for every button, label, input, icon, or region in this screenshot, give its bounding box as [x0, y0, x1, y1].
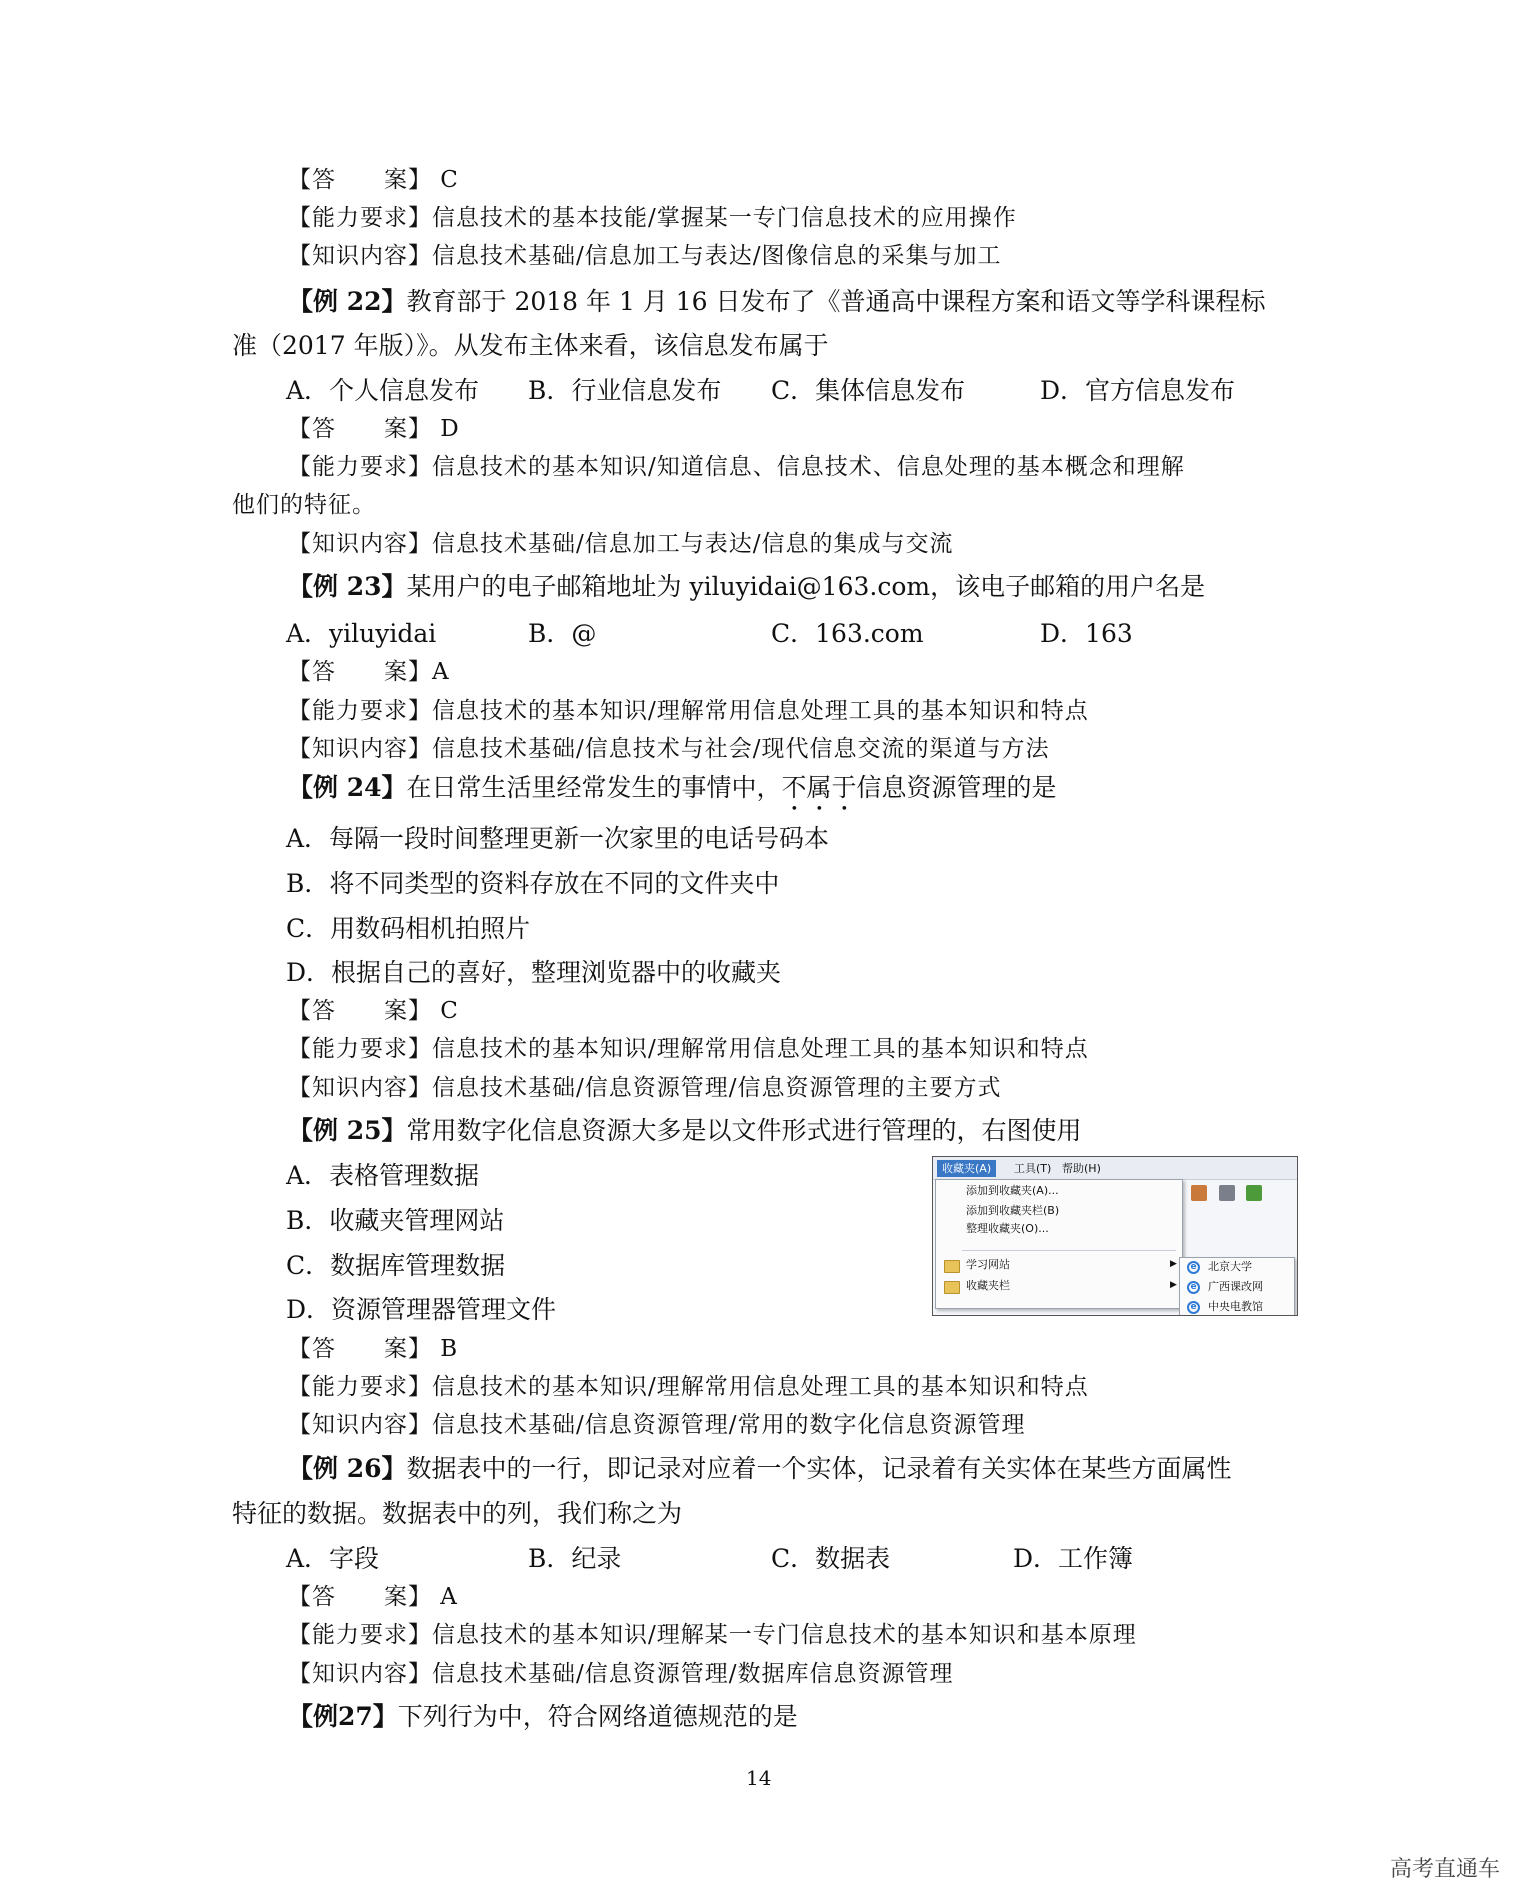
answer-line: 【答 案】A — [288, 659, 450, 685]
ability-line: 【能力要求】信息技术的基本知识/知道信息、信息技术、信息处理的基本概念和理解 — [288, 454, 1185, 480]
question-23 — [288, 570, 1205, 604]
menu-separator — [962, 1250, 1176, 1251]
question-label: 【例 23】 — [288, 572, 407, 601]
answer-line: 【答 案】 B — [288, 1336, 459, 1362]
page-number: 14 — [746, 1766, 772, 1790]
menu-help: 帮助(H) — [1062, 1162, 1101, 1175]
folder-icon — [944, 1281, 960, 1294]
ie-icon: e — [1187, 1301, 1200, 1314]
page-icon — [1219, 1185, 1235, 1201]
menu-tools: 工具(T) — [1014, 1162, 1052, 1175]
option-a: A．yiluyidai — [286, 619, 437, 648]
ability-line: 【能力要求】信息技术的基本知识/理解常用信息处理工具的基本知识和特点 — [288, 1036, 1089, 1062]
emphasis-text: 不属于 — [781, 773, 857, 802]
study-sites-submenu — [1179, 1257, 1295, 1316]
option-a: A．字段 — [286, 1544, 380, 1573]
favorites-menu-screenshot — [932, 1156, 1298, 1316]
toolbar-icons — [1191, 1185, 1270, 1204]
question-text: 下列行为中，符合网络道德规范的是 — [397, 1702, 798, 1731]
print-icon — [1191, 1185, 1207, 1201]
ability-line: 【能力要求】信息技术的基本知识/理解某一专门信息技术的基本知识和基本原理 — [288, 1622, 1137, 1648]
knowledge-line: 【知识内容】信息技术基础/信息资源管理/常用的数字化信息资源管理 — [288, 1412, 1026, 1438]
option-a: A．表格管理数据 — [286, 1161, 480, 1190]
answer-line: 【答 案】 D — [288, 416, 460, 442]
option-c: C．数据库管理数据 — [286, 1251, 506, 1280]
folder-favorites-bar: 收藏夹栏 — [966, 1279, 1010, 1292]
organize-favorites-item: 整理收藏夹(O)... — [966, 1222, 1049, 1235]
add-to-favorites-bar-item: 添加到收藏夹栏(B) — [966, 1204, 1060, 1217]
ability-line: 【能力要求】信息技术的基本知识/理解常用信息处理工具的基本知识和特点 — [288, 698, 1089, 724]
option-b: B．纪录 — [528, 1544, 622, 1573]
knowledge-line: 【知识内容】信息技术基础/信息资源管理/数据库信息资源管理 — [288, 1661, 954, 1687]
option-d: D．官方信息发布 — [1040, 376, 1236, 405]
knowledge-line: 【知识内容】信息技术基础/信息技术与社会/现代信息交流的渠道与方法 — [288, 736, 1050, 762]
ability-line: 【能力要求】信息技术的基本知识/理解常用信息处理工具的基本知识和特点 — [288, 1374, 1089, 1400]
knowledge-line: 【知识内容】信息技术基础/信息加工与表达/图像信息的采集与加工 — [288, 243, 1002, 269]
question-label: 【例27】 — [288, 1702, 398, 1731]
option-d: D．工作簿 — [1013, 1544, 1134, 1573]
option-b: B．@ — [528, 619, 597, 648]
question-label: 【例 22】 — [288, 287, 407, 316]
question-text: 常用数字化信息资源大多是以文件形式进行管理的，右图使用 — [406, 1116, 1082, 1145]
option-b: B．将不同类型的资料存放在不同的文件夹中 — [286, 869, 780, 898]
ie-icon: e — [1187, 1261, 1200, 1274]
question-text: 某用户的电子邮箱地址为 yiluyidai@163.com，该电子邮箱的用户名是 — [406, 572, 1206, 601]
question-text-end: 信息资源管理的是 — [856, 773, 1057, 802]
add-to-favorites-item: 添加到收藏夹(A)... — [966, 1184, 1059, 1197]
question-label: 【例 26】 — [288, 1454, 407, 1483]
option-c: C．集体信息发布 — [771, 376, 966, 405]
menu-favorites: 收藏夹(A) — [937, 1160, 996, 1177]
ie-icon: e — [1187, 1281, 1200, 1294]
site-pku: 北京大学 — [1208, 1260, 1252, 1273]
answer-line: 【答 案】 C — [288, 167, 459, 193]
chevron-right-icon: ▶ — [1170, 1259, 1177, 1269]
knowledge-line: 【知识内容】信息技术基础/信息加工与表达/信息的集成与交流 — [288, 531, 954, 557]
question-22 — [288, 285, 1266, 319]
ability-line: 【能力要求】信息技术的基本技能/掌握某一专门信息技术的应用操作 — [288, 205, 1017, 231]
question-25 — [288, 1114, 1082, 1148]
option-b: B．收藏夹管理网站 — [286, 1206, 505, 1235]
site-gxkg: 广西课改网 — [1208, 1280, 1263, 1293]
option-c: C．数据表 — [771, 1544, 891, 1573]
question-label: 【例 25】 — [288, 1116, 407, 1145]
favorites-dropdown — [935, 1179, 1183, 1309]
option-a: A．每隔一段时间整理更新一次家里的电话号码本 — [286, 824, 830, 853]
question-24 — [288, 771, 1057, 817]
ability-line-cont: 他们的特征。 — [232, 492, 376, 518]
option-b: B．行业信息发布 — [528, 376, 722, 405]
answer-line: 【答 案】 C — [288, 998, 459, 1024]
question-text-cont: 特征的数据。数据表中的列，我们称之为 — [232, 1499, 683, 1528]
question-text-cont: 准（2017 年版）》。从发布主体来看，该信息发布属于 — [232, 331, 829, 360]
knowledge-line: 【知识内容】信息技术基础/信息资源管理/信息资源管理的主要方式 — [288, 1075, 1002, 1101]
question-27 — [288, 1700, 798, 1734]
folder-icon — [944, 1260, 960, 1273]
option-d: D．资源管理器管理文件 — [286, 1295, 557, 1324]
question-text: 在日常生活里经常发生的事情中， — [406, 773, 782, 802]
option-c: C．163.com — [771, 619, 924, 648]
question-26 — [288, 1452, 1232, 1486]
question-text: 数据表中的一行，即记录对应着一个实体，记录着有关实体在某些方面属性 — [406, 1454, 1232, 1483]
folder-study-sites: 学习网站 — [966, 1258, 1010, 1271]
watermark: 高考直通车 — [1389, 1857, 1500, 1882]
question-label: 【例 24】 — [288, 773, 407, 802]
option-d: D．根据自己的喜好，整理浏览器中的收藏夹 — [286, 958, 782, 987]
answer-line: 【答 案】 A — [288, 1584, 458, 1610]
site-ncet: 中央电教馆 — [1208, 1300, 1263, 1313]
option-d: D．163 — [1040, 619, 1133, 648]
question-text: 教育部于 2018 年 1 月 16 日发布了《普通高中课程方案和语文等学科课程标 — [406, 287, 1266, 316]
menu-bar — [933, 1157, 1297, 1180]
option-c: C．用数码相机拍照片 — [286, 914, 531, 943]
tools-icon — [1246, 1185, 1262, 1201]
chevron-right-icon: ▶ — [1170, 1280, 1177, 1290]
option-a: A．个人信息发布 — [286, 376, 480, 405]
